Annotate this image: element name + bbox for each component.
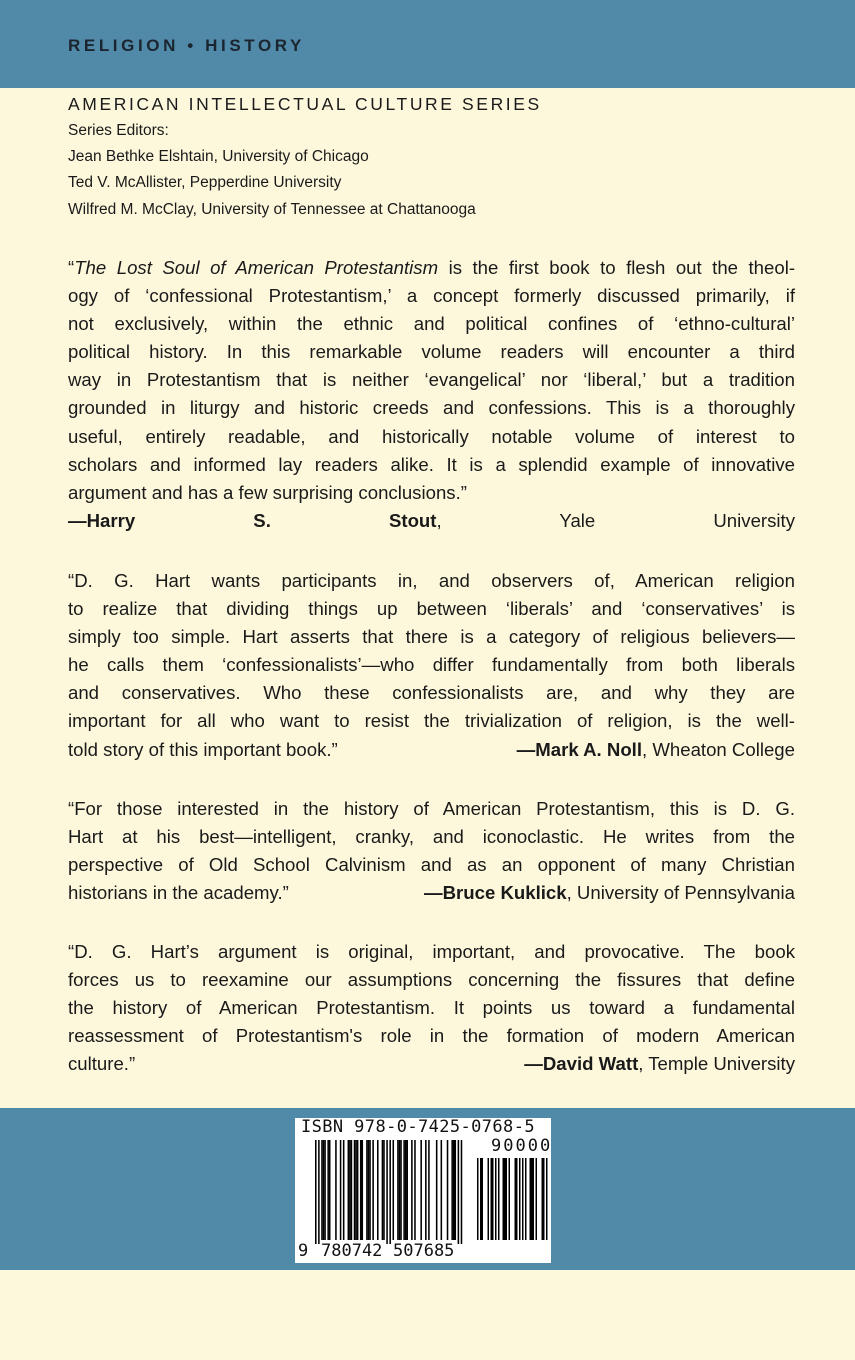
barcode-bar bbox=[447, 1140, 449, 1240]
quote-line: “For those interested in the history of American Protestantism, this is D. G. bbox=[68, 798, 795, 819]
attribution bbox=[517, 736, 795, 764]
barcode-bar bbox=[400, 1140, 402, 1240]
quote-line: argument and has a few surprising conclusions.” bbox=[68, 481, 467, 503]
barcode-bar bbox=[315, 1140, 317, 1244]
barcode-bar bbox=[386, 1140, 388, 1244]
quote-line: “D. G. Hart’s argument is original, important, and provocative. The book bbox=[68, 941, 795, 962]
barcode-bar bbox=[451, 1140, 453, 1240]
barcode-bar bbox=[428, 1140, 430, 1240]
barcode-bar bbox=[321, 1140, 323, 1240]
addon-bar bbox=[480, 1158, 482, 1240]
quote-line: he calls them ‘confessionalists’—who differ fundamentally from both liberals bbox=[68, 654, 795, 676]
addon-bar bbox=[515, 1158, 517, 1240]
barcode-bar bbox=[327, 1140, 329, 1240]
quote-line: useful, entirely readable, and historically notable volume of interest to bbox=[68, 425, 795, 447]
barcode-bar bbox=[335, 1140, 337, 1240]
barcode-bar bbox=[414, 1140, 416, 1240]
quote-line: told story of this important book.” bbox=[68, 738, 338, 760]
addon-bar bbox=[482, 1158, 484, 1240]
barcode-bar bbox=[351, 1140, 353, 1240]
addon-bar bbox=[546, 1158, 548, 1240]
quote-line: culture.” bbox=[68, 1053, 136, 1075]
series-editors-label: Series Editors: bbox=[68, 122, 169, 139]
barcode-bar bbox=[329, 1140, 331, 1240]
barcode-bar bbox=[403, 1140, 405, 1240]
barcode-bar bbox=[377, 1140, 379, 1240]
author-affiliation: , Temple University bbox=[638, 1053, 795, 1075]
endorsement-quote-3 bbox=[68, 795, 795, 907]
author-affiliation: , Yale University bbox=[436, 509, 795, 531]
addon-digits: 90000 bbox=[491, 1136, 553, 1156]
endorsement-quote-2 bbox=[68, 567, 795, 764]
series-title: AMERICAN INTELLECTUAL CULTURE SERIES bbox=[68, 94, 542, 114]
quote-line: historians in the academy.” bbox=[68, 882, 289, 904]
barcode-bar bbox=[340, 1140, 342, 1240]
quote-line: important for all who want to resist the trivialization of religion, is the well- bbox=[68, 710, 795, 732]
barcode-bar bbox=[357, 1140, 359, 1240]
addon-bar bbox=[525, 1158, 527, 1240]
addon-bar bbox=[516, 1158, 518, 1240]
barcode-bar bbox=[425, 1140, 427, 1240]
quote-line: and conservatives. Who these confessionalists are, and why they are bbox=[68, 682, 795, 704]
barcode-bar bbox=[355, 1140, 357, 1240]
attribution bbox=[524, 1050, 795, 1078]
quote-text: is the first book to flesh out the theol- bbox=[438, 257, 796, 278]
quote-line: Hart at his best—intelligent, cranky, and iconoclastic. He writes from the bbox=[68, 826, 795, 848]
barcode-bar bbox=[354, 1140, 356, 1240]
quote-line: “D. G. Hart wants participants in, and observers of, American religion bbox=[68, 570, 795, 591]
quote-line: to realize that dividing things up between ‘liberals’ and ‘conservatives’ is bbox=[68, 598, 795, 620]
quote-line: grounded in liturgy and historic creeds and confessions. This is a thoroughly bbox=[68, 397, 795, 419]
addon-bar bbox=[530, 1158, 532, 1240]
barcode-bar bbox=[406, 1140, 408, 1240]
addon-bar bbox=[503, 1158, 505, 1240]
barcode-bar bbox=[382, 1140, 384, 1240]
author-name: —Bruce Kuklick bbox=[423, 882, 567, 904]
series-editor: Jean Bethke Elshtain, University of Chicago bbox=[68, 148, 369, 165]
addon-bar bbox=[491, 1158, 493, 1240]
author-affiliation: , University of Pennsylvania bbox=[566, 882, 795, 904]
barcode-bar bbox=[399, 1140, 401, 1240]
quote-line: forces us to reexamine our assumptions concerning the fissures that define bbox=[68, 969, 795, 991]
addon-bar bbox=[533, 1158, 535, 1240]
barcode-bar bbox=[397, 1140, 399, 1240]
left-digits: 780742 bbox=[321, 1241, 383, 1261]
barcode-bar bbox=[368, 1140, 370, 1240]
quote-line: reassessment of Protestantism's role in the formation of modern American bbox=[68, 1025, 795, 1047]
barcode-bar bbox=[360, 1140, 362, 1240]
quote-line: way in Protestantism that is neither ‘evangelical’ nor ‘liberal,’ but a tradition bbox=[68, 369, 795, 391]
addon-bar bbox=[536, 1158, 538, 1240]
barcode-bar bbox=[366, 1140, 368, 1240]
barcode-bar bbox=[324, 1140, 326, 1240]
barcode-bar bbox=[405, 1140, 407, 1240]
addon-bar bbox=[542, 1158, 544, 1240]
barcode-bar bbox=[453, 1140, 455, 1240]
category-label: RELIGION • HISTORY bbox=[68, 36, 305, 55]
isbn-barcode bbox=[295, 1118, 551, 1263]
addon-bar bbox=[498, 1158, 500, 1240]
attribution bbox=[424, 879, 795, 907]
quote-line: not exclusively, within the ethnic and political confines of ‘ethno-cultural’ bbox=[68, 313, 795, 335]
barcode-bar bbox=[411, 1140, 413, 1240]
endorsement-quote-1 bbox=[68, 254, 795, 535]
barcode-bar bbox=[441, 1140, 443, 1240]
barcode-bar bbox=[393, 1140, 395, 1240]
barcode-bar bbox=[420, 1140, 422, 1240]
addon-bar bbox=[495, 1158, 497, 1240]
barcode-bar bbox=[362, 1140, 364, 1240]
addon-bar bbox=[477, 1158, 479, 1240]
barcode-bar bbox=[458, 1140, 460, 1244]
quote-line: scholars and informed lay readers alike. It is a splendid example of innovative bbox=[68, 453, 795, 475]
book-title: The Lost Soul of American Protestantism bbox=[74, 257, 439, 278]
addon-bar bbox=[492, 1158, 494, 1240]
barcode-bar bbox=[455, 1140, 457, 1240]
barcode-bar bbox=[323, 1140, 325, 1240]
barcode-bar bbox=[436, 1140, 438, 1240]
addon-bar bbox=[488, 1158, 490, 1240]
series-editor: Ted V. McAllister, Pepperdine University bbox=[68, 174, 342, 191]
barcode-bar bbox=[372, 1140, 374, 1240]
barcode-bar bbox=[349, 1140, 351, 1240]
addon-bar bbox=[519, 1158, 521, 1240]
first-digit: 9 bbox=[298, 1241, 309, 1261]
quote-mark: “ bbox=[68, 257, 75, 278]
addon-bar bbox=[522, 1158, 524, 1240]
author-name: —David Watt bbox=[524, 1053, 639, 1075]
isbn-label: ISBN 978-0-7425-0768-5 bbox=[301, 1117, 535, 1137]
barcode-bar bbox=[348, 1140, 350, 1240]
barcode-bar bbox=[383, 1140, 385, 1240]
addon-bar bbox=[504, 1158, 506, 1240]
barcode-bar bbox=[343, 1140, 345, 1240]
addon-bar bbox=[509, 1158, 511, 1240]
quote-line: ogy of ‘confessional Protestantism,’ a concept formerly discussed primarily, if bbox=[68, 285, 795, 307]
barcode-bar bbox=[369, 1140, 371, 1240]
addon-bar bbox=[543, 1158, 545, 1240]
author-name: —Harry S. Stout bbox=[68, 509, 437, 531]
author-name: —Mark A. Noll bbox=[516, 738, 643, 760]
quote-line: perspective of Old School Calvinism and as an opponent of many Christian bbox=[68, 854, 795, 876]
barcode-bar bbox=[318, 1140, 320, 1244]
endorsement-quote-4 bbox=[68, 938, 795, 1078]
author-affiliation: , Wheaton College bbox=[642, 738, 795, 760]
barcode-bar bbox=[389, 1140, 391, 1244]
quote-line: simply too simple. Hart asserts that there is a category of religious believers— bbox=[68, 626, 795, 648]
quote-line: the history of American Protestantism. It points us toward a fundamental bbox=[68, 997, 795, 1019]
quote-line: political history. In this remarkable volume readers will encounter a third bbox=[68, 341, 795, 363]
attribution bbox=[68, 507, 795, 535]
series-editor: Wilfred M. McClay, University of Tennessee at Chattanooga bbox=[68, 201, 476, 218]
barcode-bar bbox=[461, 1140, 463, 1244]
right-digits: 507685 bbox=[393, 1241, 455, 1261]
addon-bar bbox=[531, 1158, 533, 1240]
addon-bar bbox=[506, 1158, 508, 1240]
